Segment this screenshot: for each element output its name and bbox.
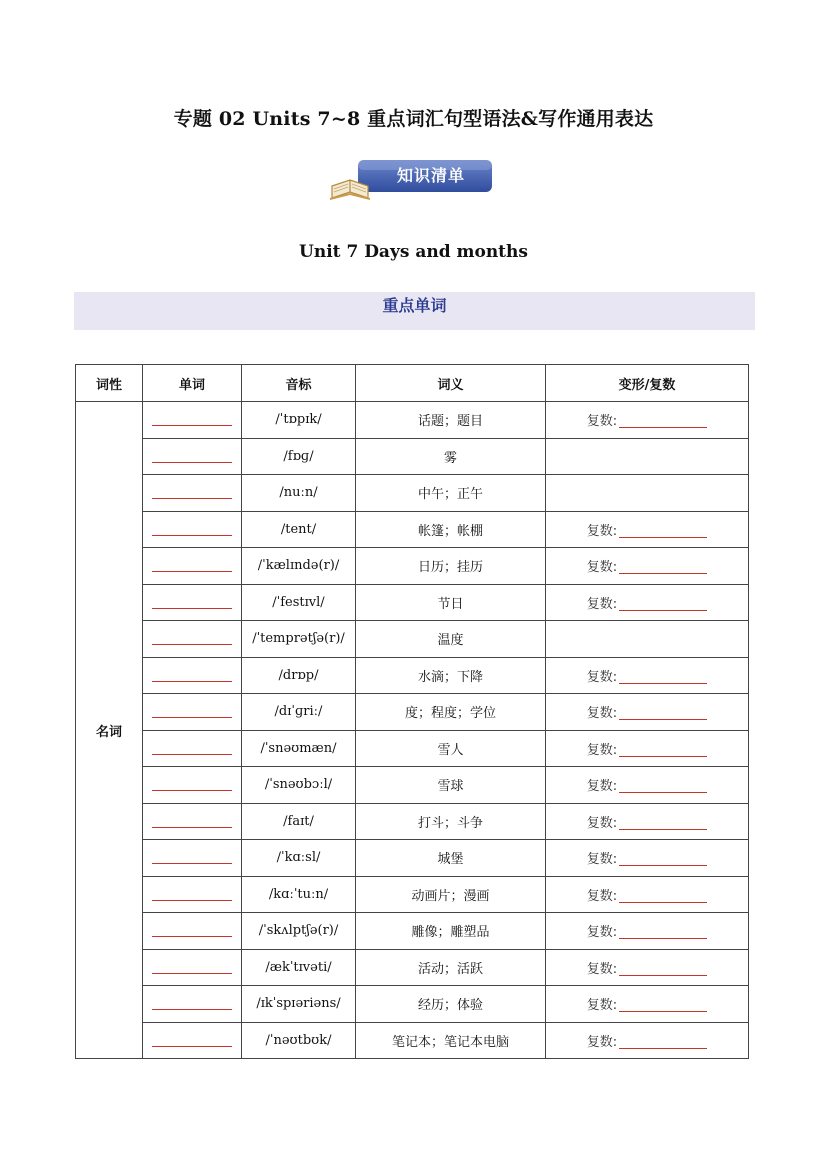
phonetic-cell: /ˈkælɪndə(r)/ [242, 548, 356, 585]
meaning-cell: 笔记本；笔记本电脑 [356, 1022, 546, 1059]
word-answer-blank[interactable] [152, 669, 232, 682]
word-answer-blank[interactable] [152, 851, 232, 864]
table-body [76, 402, 749, 1059]
word-answer-blank[interactable] [152, 559, 232, 572]
phonetic-cell: /drɒp/ [242, 657, 356, 694]
plural-answer-blank[interactable] [619, 999, 707, 1012]
word-answer-blank[interactable] [152, 413, 232, 426]
header-word: 单词 [143, 365, 242, 402]
header-meaning: 词义 [356, 365, 546, 402]
word-blank-cell[interactable] [143, 1022, 242, 1059]
phonetic-cell: /faɪt/ [242, 803, 356, 840]
word-blank-cell[interactable] [143, 475, 242, 512]
table-row [76, 767, 749, 804]
plural-answer-blank[interactable] [619, 561, 707, 574]
plural-answer-blank[interactable] [619, 853, 707, 866]
phonetic-cell: /tent/ [242, 511, 356, 548]
document-title: 专题 02 Units 7~8 重点词汇句型语法&写作通用表达 [173, 108, 654, 130]
word-answer-blank[interactable] [152, 924, 232, 937]
word-answer-blank[interactable] [152, 997, 232, 1010]
plural-cell[interactable] [546, 767, 749, 804]
plural-cell[interactable] [546, 694, 749, 731]
word-blank-cell[interactable] [143, 803, 242, 840]
plural-answer-blank[interactable] [619, 671, 707, 684]
word-answer-blank[interactable] [152, 486, 232, 499]
plural-cell-empty [546, 475, 749, 512]
table-row [76, 913, 749, 950]
table-row [76, 1022, 749, 1059]
plural-cell[interactable] [546, 1022, 749, 1059]
header-plural: 变形/复数 [546, 365, 749, 402]
meaning-cell: 动画片；漫画 [356, 876, 546, 913]
plural-label: 复数: [586, 669, 618, 685]
table-row [76, 657, 749, 694]
phonetic-cell: /ˈtemprətʃə(r)/ [242, 621, 356, 658]
section-title: 重点单词 [382, 296, 447, 315]
table-row [76, 438, 749, 475]
word-blank-cell[interactable] [143, 913, 242, 950]
meaning-cell: 节日 [356, 584, 546, 621]
section-header-bar [74, 292, 755, 330]
plural-label: 复数: [586, 779, 618, 795]
plural-answer-blank[interactable] [619, 926, 707, 939]
meaning-cell: 度；程度；学位 [356, 694, 546, 731]
plural-label: 复数: [586, 596, 618, 612]
plural-cell[interactable] [546, 840, 749, 877]
plural-cell[interactable] [546, 657, 749, 694]
plural-answer-blank[interactable] [619, 1036, 707, 1049]
table-row [76, 730, 749, 767]
table-row [76, 511, 749, 548]
table-row [76, 694, 749, 731]
phonetic-cell: /ˈsnəʊmæn/ [242, 730, 356, 767]
plural-label: 复数: [586, 523, 618, 539]
table-row [76, 402, 749, 439]
word-blank-cell[interactable] [143, 511, 242, 548]
word-blank-cell[interactable] [143, 402, 242, 439]
phonetic-cell: /ækˈtɪvəti/ [242, 949, 356, 986]
phonetic-cell: /ɪkˈspɪəriəns/ [242, 986, 356, 1023]
table-header-row [76, 365, 749, 402]
plural-label: 复数: [586, 560, 618, 576]
word-blank-cell[interactable] [143, 438, 242, 475]
word-blank-cell[interactable] [143, 876, 242, 913]
meaning-cell: 雾 [356, 438, 546, 475]
plural-label: 复数: [586, 961, 618, 977]
word-answer-blank[interactable] [152, 961, 232, 974]
word-answer-blank[interactable] [152, 888, 232, 901]
word-blank-cell[interactable] [143, 694, 242, 731]
meaning-cell: 雪球 [356, 767, 546, 804]
meaning-cell: 活动；活跃 [356, 949, 546, 986]
plural-label: 复数: [586, 414, 618, 430]
vocabulary-table [75, 364, 749, 1059]
word-blank-cell[interactable] [143, 986, 242, 1023]
meaning-cell: 水滴；下降 [356, 657, 546, 694]
table-row [76, 548, 749, 585]
plural-label: 复数: [586, 852, 618, 868]
word-blank-cell[interactable] [143, 584, 242, 621]
plural-cell-empty [546, 438, 749, 475]
plural-cell[interactable] [546, 949, 749, 986]
meaning-cell: 温度 [356, 621, 546, 658]
plural-answer-blank[interactable] [619, 598, 707, 611]
phonetic-cell: /ˈskʌlptʃə(r)/ [242, 913, 356, 950]
meaning-cell: 中午；正午 [356, 475, 546, 512]
plural-answer-blank[interactable] [619, 744, 707, 757]
plural-answer-blank[interactable] [619, 525, 707, 538]
table-row [76, 475, 749, 512]
table-row [76, 986, 749, 1023]
table-row [76, 621, 749, 658]
table-row [76, 803, 749, 840]
phonetic-cell: /kɑːˈtuːn/ [242, 876, 356, 913]
plural-cell[interactable] [546, 986, 749, 1023]
word-answer-blank[interactable] [152, 523, 232, 536]
plural-cell[interactable] [546, 913, 749, 950]
header-phonetic: 音标 [242, 365, 356, 402]
meaning-cell: 打斗；斗争 [356, 803, 546, 840]
meaning-cell: 经历；体验 [356, 986, 546, 1023]
plural-cell[interactable] [546, 402, 749, 439]
word-answer-blank[interactable] [152, 632, 232, 645]
unit-title: Unit 7 Days and months [299, 242, 528, 262]
plural-cell-empty [546, 621, 749, 658]
word-answer-blank[interactable] [152, 815, 232, 828]
word-answer-blank[interactable] [152, 596, 232, 609]
plural-answer-blank[interactable] [619, 707, 707, 720]
plural-label: 复数: [586, 925, 618, 941]
word-blank-cell[interactable] [143, 730, 242, 767]
plural-cell[interactable] [546, 511, 749, 548]
plural-answer-blank[interactable] [619, 963, 707, 976]
plural-label: 复数: [586, 742, 618, 758]
table-row [76, 584, 749, 621]
meaning-cell: 城堡 [356, 840, 546, 877]
phonetic-cell: /nuːn/ [242, 475, 356, 512]
plural-label: 复数: [586, 1034, 618, 1050]
plural-label: 复数: [586, 888, 618, 904]
phonetic-cell: /dɪˈɡriː/ [242, 694, 356, 731]
plural-label: 复数: [586, 998, 618, 1014]
header-part-of-speech: 词性 [76, 365, 143, 402]
phonetic-cell: /ˈsnəʊbɔːl/ [242, 767, 356, 804]
table-row [76, 949, 749, 986]
part-of-speech-cell: 名词 [76, 402, 143, 1059]
badge-label: 知识清单 [396, 166, 465, 185]
meaning-cell: 话题；题目 [356, 402, 546, 439]
word-blank-cell[interactable] [143, 767, 242, 804]
word-answer-blank[interactable] [152, 705, 232, 718]
plural-label: 复数: [586, 815, 618, 831]
word-blank-cell[interactable] [143, 840, 242, 877]
word-answer-blank[interactable] [152, 778, 232, 791]
word-answer-blank[interactable] [152, 742, 232, 755]
plural-cell[interactable] [546, 548, 749, 585]
word-blank-cell[interactable] [143, 621, 242, 658]
plural-answer-blank[interactable] [619, 890, 707, 903]
phonetic-cell: /ˈfestɪvl/ [242, 584, 356, 621]
plural-answer-blank[interactable] [619, 780, 707, 793]
meaning-cell: 雕像；雕塑品 [356, 913, 546, 950]
knowledge-list-badge [328, 156, 494, 202]
word-answer-blank[interactable] [152, 450, 232, 463]
phonetic-cell: /ˈtɒpɪk/ [242, 402, 356, 439]
plural-cell[interactable] [546, 876, 749, 913]
phonetic-cell: /fɒɡ/ [242, 438, 356, 475]
plural-cell[interactable] [546, 584, 749, 621]
meaning-cell: 日历；挂历 [356, 548, 546, 585]
meaning-cell: 帐篷；帐棚 [356, 511, 546, 548]
phonetic-cell: /ˈnəʊtbʊk/ [242, 1022, 356, 1059]
meaning-cell: 雪人 [356, 730, 546, 767]
plural-answer-blank[interactable] [619, 415, 707, 428]
word-answer-blank[interactable] [152, 1034, 232, 1047]
table-row [76, 876, 749, 913]
plural-cell[interactable] [546, 803, 749, 840]
plural-answer-blank[interactable] [619, 817, 707, 830]
plural-label: 复数: [586, 706, 618, 722]
phonetic-cell: /ˈkɑːsl/ [242, 840, 356, 877]
word-blank-cell[interactable] [143, 657, 242, 694]
table-row [76, 840, 749, 877]
word-blank-cell[interactable] [143, 548, 242, 585]
word-blank-cell[interactable] [143, 949, 242, 986]
plural-cell[interactable] [546, 730, 749, 767]
